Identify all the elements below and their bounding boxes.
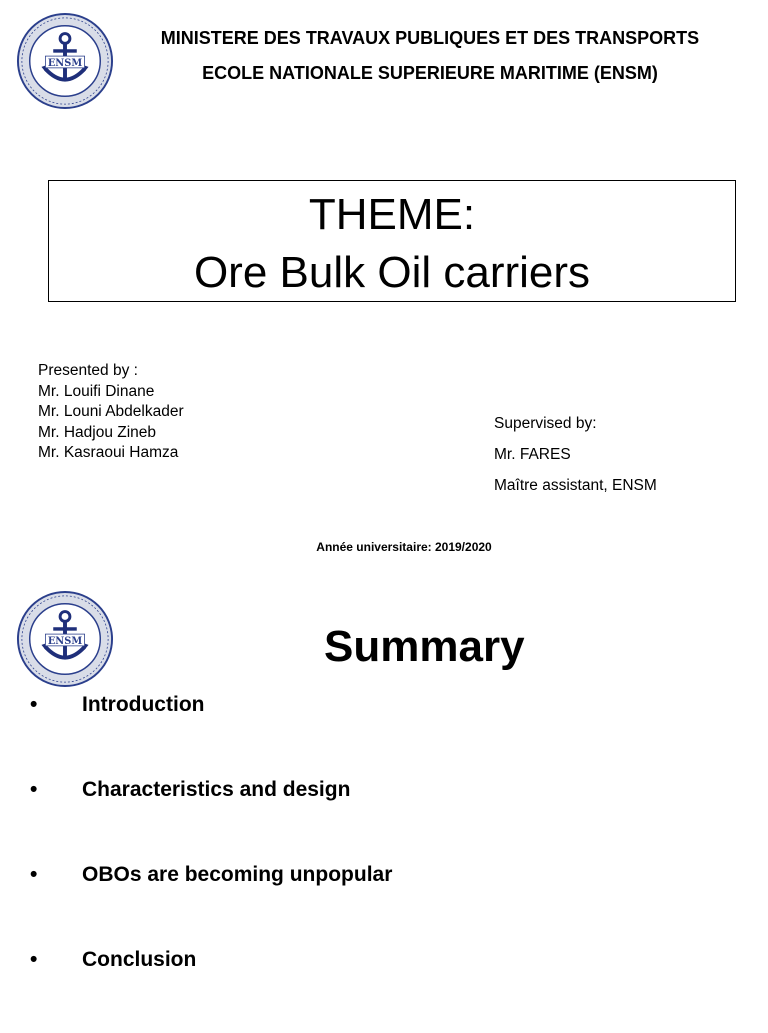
presenter-name: Mr. Hadjou Zineb [38,423,157,441]
theme-label: THEME: [308,190,476,239]
presenter-name: Mr. Kasraoui Hamza [38,444,179,461]
theme-box [48,180,736,302]
supervisor-role: Maître assistant, ENSM [494,477,657,494]
summary-item-label: Conclusion [82,948,197,971]
ministry-heading: MINISTERE DES TRAVAUX PUBLIQUES ET DES TRANSPORTS [160,28,700,48]
list-item [30,948,730,1033]
presenter-name: Mr. Louni Abdelkader [38,403,184,420]
presenter-name: Mr. Louifi Dinane [38,382,155,400]
bullet-icon: • [30,948,38,971]
bullet-icon: • [30,778,38,801]
supervisor-block [494,414,657,507]
academic-year: Année universitaire: 2019/2020 [316,540,492,554]
bullet-icon: • [30,693,38,716]
school-heading: ECOLE NATIONALE SUPERIEURE MARITIME (ENSM) [202,63,658,83]
logo-text: ENSM [47,635,83,647]
logo-text: ENSM [47,57,83,69]
ensm-emblem-icon [16,590,114,688]
summary-item-label: Introduction [82,693,205,716]
summary-item-label: Characteristics and design [82,778,351,801]
ensm-logo-summary [16,590,114,688]
presenters-block [38,361,184,464]
summary-item-label: OBOs are becoming unpopular [82,863,393,886]
supervised-label: Supervised by: [494,415,597,432]
bullet-icon: • [30,863,38,886]
supervisor-name: Mr. FARES [494,446,571,463]
ensm-logo-top [16,12,114,110]
list-item [30,778,730,863]
list-item [30,863,730,948]
summary-list [30,693,730,1033]
theme-title: Ore Bulk Oil carriers [193,248,591,297]
ensm-emblem-icon [16,12,114,110]
list-item [30,693,730,778]
presented-label: Presented by : [38,362,138,379]
summary-title: Summary [324,622,525,671]
